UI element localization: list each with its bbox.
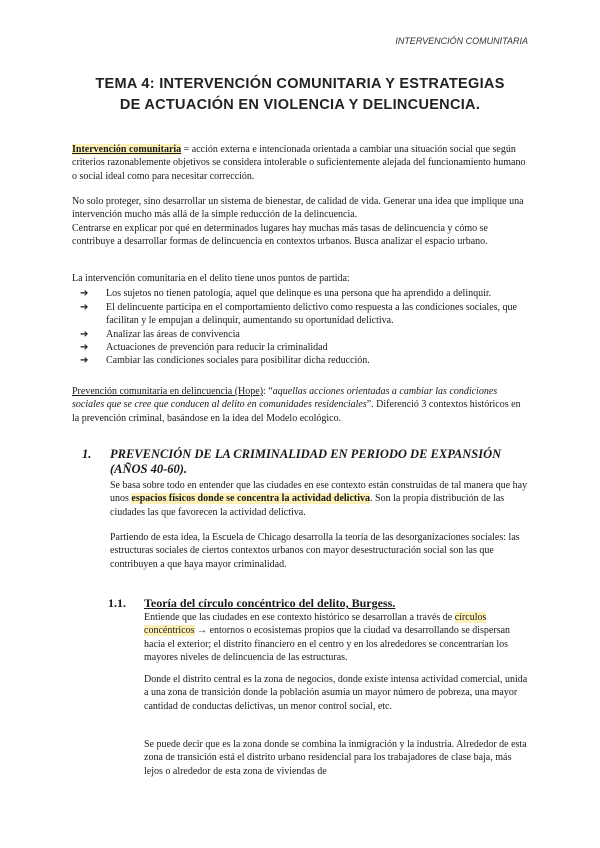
section-1-1-title: Teoría del círculo concéntrico del delito, Burgess. <box>144 596 396 610</box>
section-1-title: PREVENCIÓN DE LA CRIMINALIDAD EN PERIODO DE EXPANSIÓN (AÑOS 40-60). <box>110 447 502 476</box>
definition-paragraph <box>72 143 528 183</box>
hope-term: Prevención comunitaria en delincuencia (Hope) <box>72 386 264 397</box>
starting-points <box>72 272 528 368</box>
arrow-icon: ➔ <box>80 355 89 367</box>
hope-quote: aquellas acciones orientadas a cambiar las condiciones sociales que se cree que conducen al delito en comunidades residenciales <box>72 386 498 411</box>
definition-term: Intervención comunitaria <box>72 144 182 155</box>
arrow-icon: ➔ <box>80 301 89 313</box>
section-1-1-paragraph-2: Donde el distrito central es la zona de negocios, donde existe intensa actividad comercial, unida a una zona de transición donde la población asumía un mayor número de pobreza, una mayor cantidad de conductas delictivas, un menor control social, etc. <box>144 674 528 712</box>
list-item: ➔ El delincuente participa en el comportamiento delictivo como respuesta a las condiciones sociales, que facilitan y le empujan a delinquir, aumentando su oportunidad delictiva. <box>80 301 517 327</box>
goals-line-1: No solo proteger, sino desarrollar un sistema de bienestar, de calidad de vida. Generar una idea que implique una intervención mucho más allá de la simple reducción de la delincuencia. <box>72 196 524 221</box>
section-1-paragraph-2: Partiendo de esta idea, la Escuela de Chicago desarrolla la teoría de las desorganizaciones sociales: las estructuras sociales de ciertos contextos urbanos con mayor desestructuración social son las que contribuyen a que haya mayor criminalidad. <box>110 532 520 570</box>
starting-points-list <box>72 287 528 367</box>
list-item: ➔ Analizar las áreas de convivencia <box>80 328 240 340</box>
starting-points-intro: La intervención comunitaria en el delito tiene unos puntos de partida: <box>72 273 350 284</box>
running-header: INTERVENCIÓN COMUNITARIA <box>395 36 528 46</box>
list-item: ➔ Los sujetos no tienen patología, aquel que delinque es una persona que ha aprendido a delinquir. <box>80 288 492 300</box>
goals-paragraph <box>72 195 528 249</box>
section-1-1-paragraph-3: Se puede decir que es la zona donde se combina la inmigración y la industria. Alrededor de esta zona de transición está el distrito urbano residencial para los trabajadores de clase baja, más lejos o alrededor de esta zona de viviendas de <box>144 739 527 777</box>
page-title <box>60 74 540 116</box>
section-1-paragraph-1: Se basa sobre todo en entender que las ciudades en ese contexto están construidas de tal manera que hay unos espacios físicos donde se concentra la actividad delictiva. Son la propia distribución de las ciudades las que favorecen la actividad delictiva. <box>110 480 528 518</box>
section-1-1-heading <box>108 596 528 611</box>
arrow-icon: ➔ <box>80 328 89 340</box>
definition-text: = acción externa e intencionada orientada a cambiar una situación social que según criterios razonablemente objetivos se considera intolerable o suficientemente alejada del funcionamiento humano o social ideal como para necesitar corrección. <box>72 144 526 182</box>
section-1-1-number: 1.1. <box>108 596 126 610</box>
arrow-icon: ➔ <box>80 342 89 354</box>
highlighted-phrase: círculos concéntricos <box>144 612 487 637</box>
arrow-icon: ➔ <box>80 288 89 300</box>
list-item: ➔ Cambiar las condiciones sociales para posibilitar dicha reducción. <box>80 355 370 367</box>
list-item: ➔ Actuaciones de prevención para reducir la criminalidad <box>80 342 328 354</box>
section-1-heading <box>82 447 528 477</box>
section-1-1-paragraph-1: Entiende que las ciudades en ese contexto histórico se desarrollan a través de círculos concéntricos → entornos o ecosistemas propios que la ciudad va desarrollando se dispersan hacia el exterior; el distrito financiero en el centro y en los alrededores se concentrarían los mayores niveles de delincuencia de las estructuras. <box>144 612 511 664</box>
highlighted-phrase: espacios físicos donde se concentra la actividad delictiva <box>131 493 371 505</box>
section-1-number: 1. <box>82 447 92 461</box>
title-line-2: DE ACTUACIÓN EN VIOLENCIA Y DELINCUENCIA. <box>119 97 481 113</box>
hope-paragraph: Prevención comunitaria en delincuencia (Hope): “aquellas acciones orientadas a cambiar las condiciones sociales que se cree que conducen al delito en comunidades residenciales”. Diferenció 3 contextos históricos en la prevención criminal, basándose en la idea del Modelo ecológico. <box>72 386 521 424</box>
goals-line-2: Centrarse en explicar por qué en determinados lugares hay muchas más tasas de delincuencia y cómo se contribuye a desarrollar formas de delincuencia en contextos urbanos. Busca analizar el espacio urbano. <box>72 222 488 248</box>
title-line-1: TEMA 4: INTERVENCIÓN COMUNITARIA Y ESTRATEGIAS <box>95 76 505 92</box>
